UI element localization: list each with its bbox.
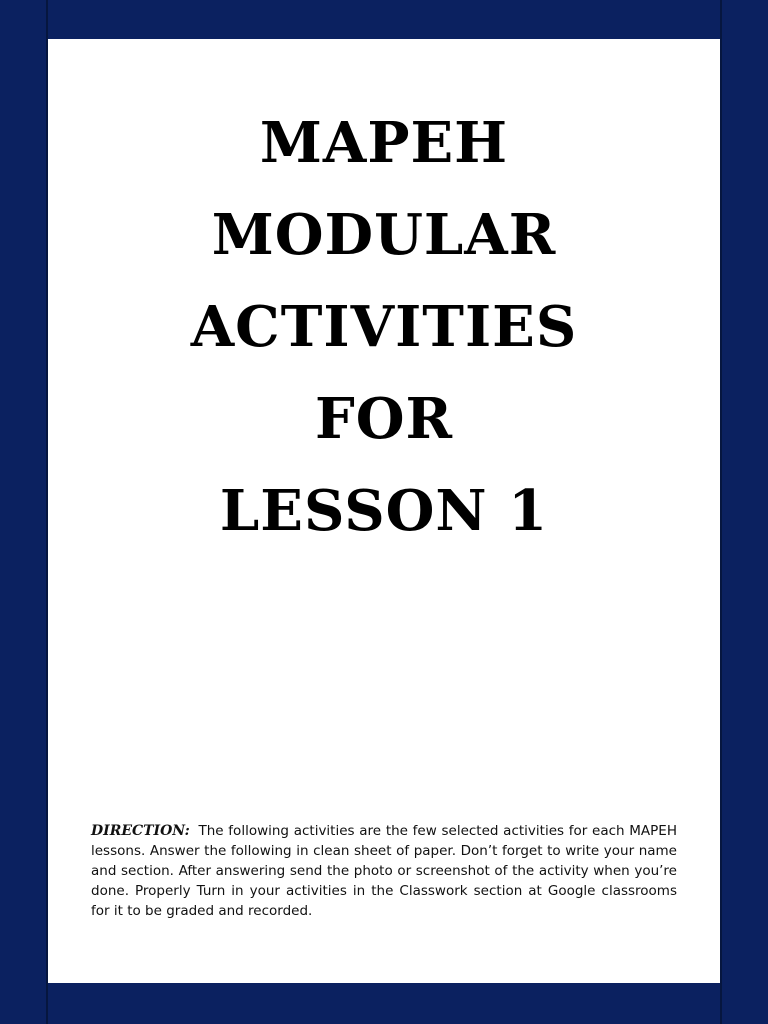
document-page <box>48 39 720 983</box>
title-line-2: MODULAR <box>211 202 557 268</box>
page-border-left <box>0 0 48 1024</box>
page-border-bottom <box>0 983 768 1024</box>
page-border-right <box>720 0 768 1024</box>
title-line-4: FOR <box>314 386 454 452</box>
title-line-1: MAPEH <box>259 110 509 176</box>
title-line-5: LESSON 1 <box>219 478 549 544</box>
direction-text: The following activities are the few selected activities for each MAPEH lessons. Answer the following in clean sheet of paper. Don’t forget to write your name and section. After answering send the photo or screenshot of the activity when you’re done. Properly Turn in your activities in the Classwork section at Google classrooms for it to be graded and recorded. <box>91 822 677 919</box>
page-border-edge-right <box>720 0 722 1024</box>
direction-label: DIRECTION: <box>91 822 190 839</box>
title-line-3: ACTIVITIES <box>190 294 578 360</box>
page-border-top <box>0 0 768 39</box>
direction-paragraph <box>91 821 677 921</box>
document-title <box>48 97 720 557</box>
